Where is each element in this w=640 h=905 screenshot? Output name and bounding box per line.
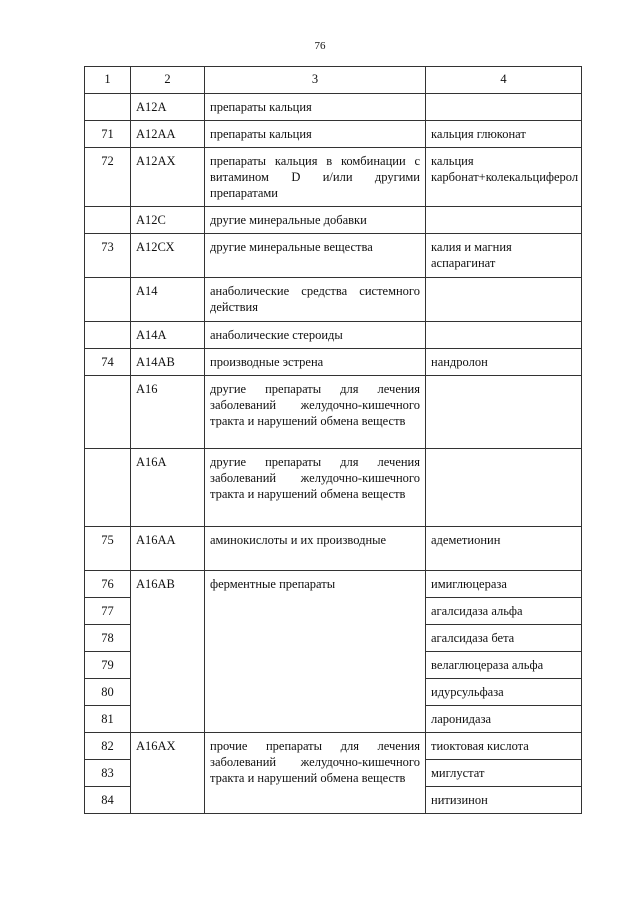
- table-row: [85, 449, 582, 527]
- drug-name: нандролон: [426, 349, 582, 376]
- table-row: [85, 148, 582, 207]
- group-description: другие минеральные вещества: [205, 234, 426, 278]
- row-number: [85, 376, 131, 449]
- atc-code: А16: [131, 376, 205, 449]
- drug-name: калия и магния аспарагинат: [426, 234, 582, 278]
- row-number: 80: [85, 679, 131, 706]
- header-col-1: 1: [85, 67, 131, 94]
- atc-code: А16АА: [131, 527, 205, 571]
- atc-code: А14АВ: [131, 349, 205, 376]
- drug-name: [426, 376, 582, 449]
- group-description: анаболические стероиды: [205, 322, 426, 349]
- row-number: 82: [85, 733, 131, 760]
- row-number: [85, 94, 131, 121]
- row-number: 75: [85, 527, 131, 571]
- drug-name: идурсульфаза: [426, 679, 582, 706]
- row-number: [85, 207, 131, 234]
- row-number: 84: [85, 787, 131, 814]
- drug-name: [426, 94, 582, 121]
- atc-code: А16АХ: [131, 733, 205, 814]
- table-row: [85, 376, 582, 449]
- row-number: [85, 449, 131, 527]
- group-description: препараты кальция: [205, 94, 426, 121]
- drug-name: агалсидаза альфа: [426, 598, 582, 625]
- row-number: 81: [85, 706, 131, 733]
- atc-code: А14А: [131, 322, 205, 349]
- header-col-4: 4: [426, 67, 582, 94]
- drug-name: нитизинон: [426, 787, 582, 814]
- atc-code: А12АХ: [131, 148, 205, 207]
- page-number: 76: [314, 40, 326, 52]
- atc-code: А14: [131, 278, 205, 322]
- group-description: аминокислоты и их производные: [205, 527, 426, 571]
- drug-name: тиоктовая кислота: [426, 733, 582, 760]
- drug-name: имиглюцераза: [426, 571, 582, 598]
- drug-name: велаглюцераза альфа: [426, 652, 582, 679]
- group-description: анаболические средства системного действия: [205, 278, 426, 322]
- drug-name: кальция карбонат+колекальциферол: [426, 148, 582, 207]
- atc-code: А16А: [131, 449, 205, 527]
- drug-name: агалсидаза бета: [426, 625, 582, 652]
- group-description: другие препараты для лечения заболеваний желудочно-кишечного тракта и нарушений обмена веществ: [205, 449, 426, 527]
- group-description: препараты кальция: [205, 121, 426, 148]
- group-description: препараты кальция в комбинации с витамином D и/или другими препаратами: [205, 148, 426, 207]
- group-description: прочие препараты для лечения заболеваний желудочно-кишечного тракта и нарушений обмена веществ: [205, 733, 426, 814]
- row-number: 71: [85, 121, 131, 148]
- table-row: [85, 571, 582, 598]
- drug-name: [426, 278, 582, 322]
- drug-name: ларонидаза: [426, 706, 582, 733]
- group-description: производные эстрена: [205, 349, 426, 376]
- group-description: другие минеральные добавки: [205, 207, 426, 234]
- medicines-table-body: [85, 67, 582, 814]
- row-number: 79: [85, 652, 131, 679]
- group-description: другие препараты для лечения заболеваний желудочно-кишечного тракта и нарушений обмена веществ: [205, 376, 426, 449]
- atc-code: А16АВ: [131, 571, 205, 733]
- drug-name: [426, 322, 582, 349]
- row-number: 74: [85, 349, 131, 376]
- table-row: [85, 349, 582, 376]
- row-number: [85, 278, 131, 322]
- header-col-2: 2: [131, 67, 205, 94]
- table-row: [85, 527, 582, 571]
- table-row: [85, 207, 582, 234]
- row-number: 72: [85, 148, 131, 207]
- row-number: 73: [85, 234, 131, 278]
- drug-name: адеметионин: [426, 527, 582, 571]
- atc-code: А12С: [131, 207, 205, 234]
- row-number: [85, 322, 131, 349]
- drug-name: кальция глюконат: [426, 121, 582, 148]
- header-col-3: 3: [205, 67, 426, 94]
- table-row: [85, 121, 582, 148]
- group-description: ферментные препараты: [205, 571, 426, 733]
- table-row: [85, 322, 582, 349]
- table-row: [85, 733, 582, 760]
- row-number: 83: [85, 760, 131, 787]
- row-number: 77: [85, 598, 131, 625]
- table-row: [85, 278, 582, 322]
- atc-code: А12А: [131, 94, 205, 121]
- table-row: [85, 234, 582, 278]
- table-row: [85, 94, 582, 121]
- header-row: [85, 67, 582, 94]
- drug-name: миглустат: [426, 760, 582, 787]
- atc-code: А12АА: [131, 121, 205, 148]
- row-number: 78: [85, 625, 131, 652]
- drug-name: [426, 207, 582, 234]
- medicines-table: [84, 66, 582, 814]
- atc-code: А12СХ: [131, 234, 205, 278]
- drug-name: [426, 449, 582, 527]
- row-number: 76: [85, 571, 131, 598]
